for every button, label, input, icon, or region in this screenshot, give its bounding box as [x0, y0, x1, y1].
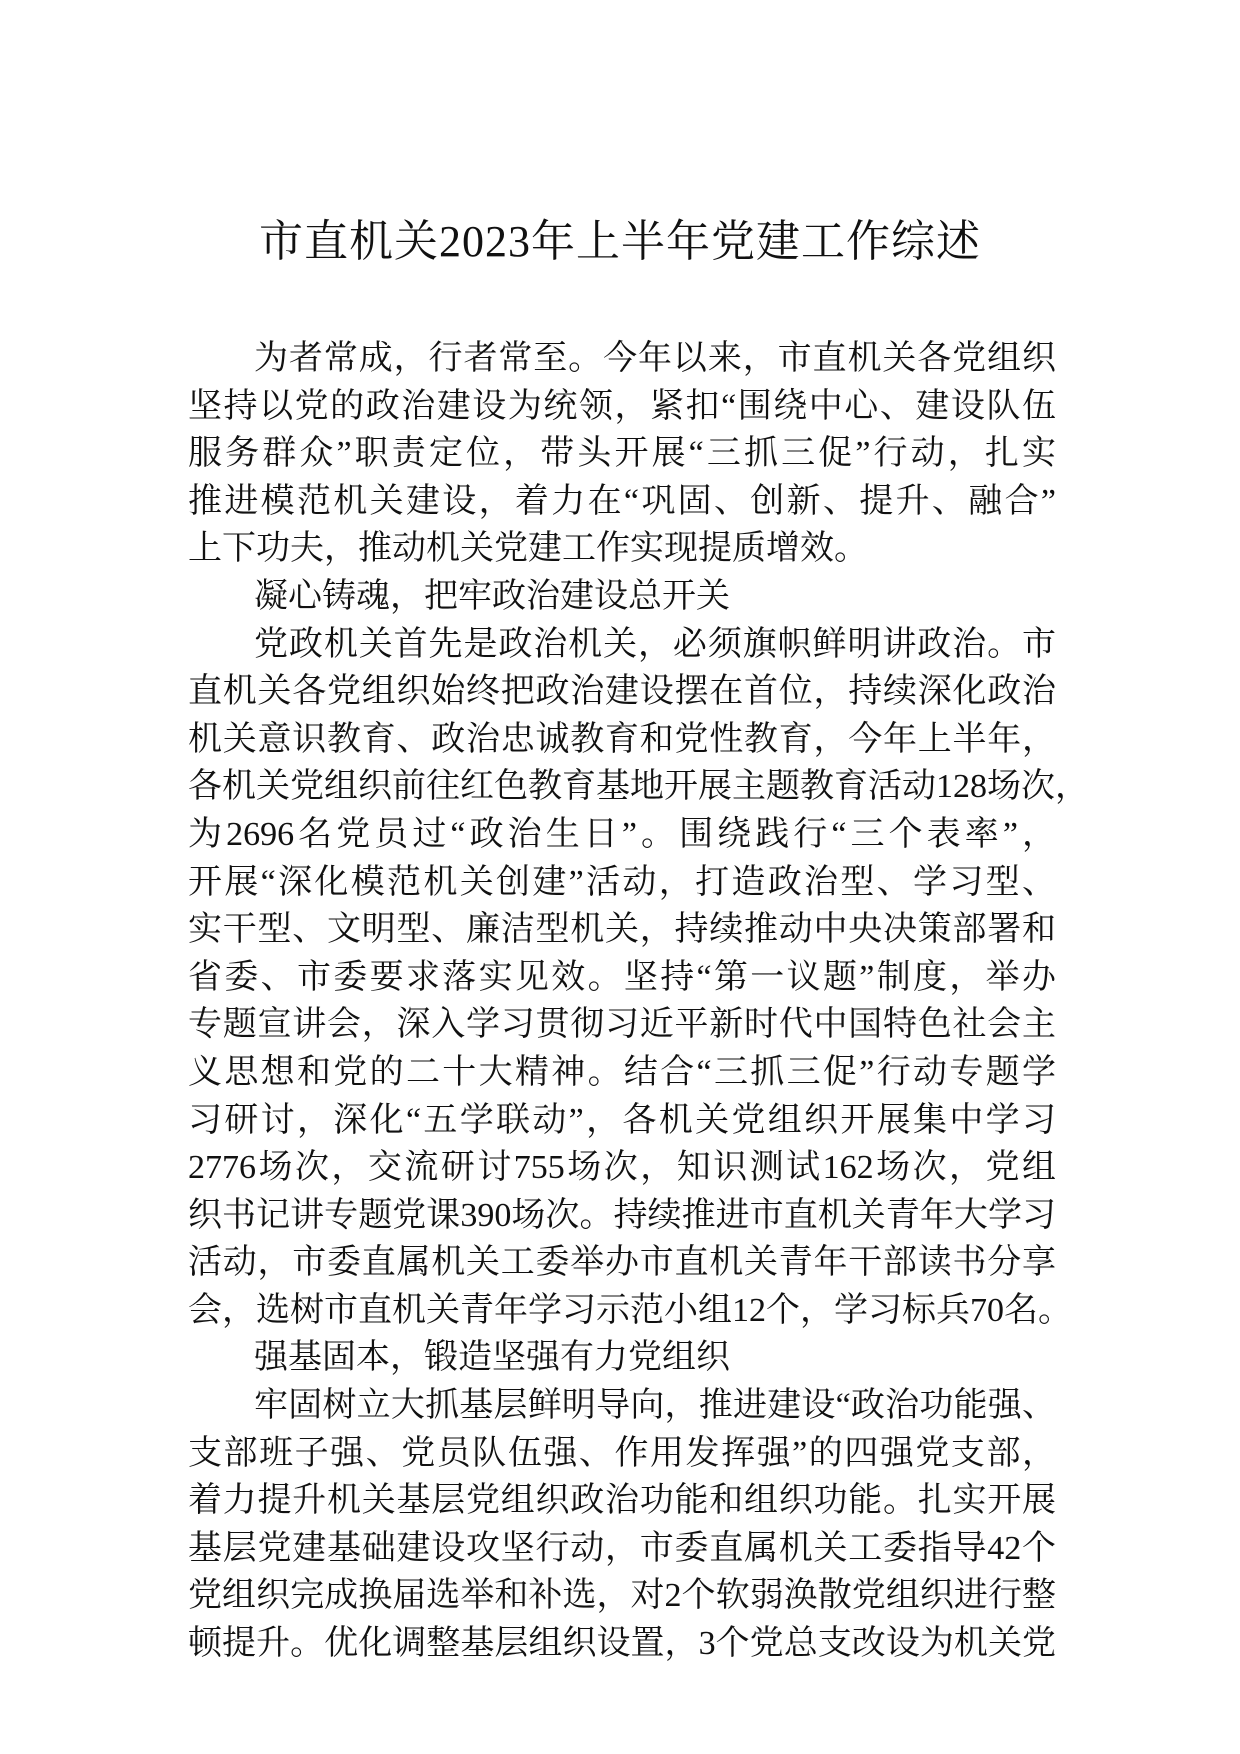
text-line: 顿提升。优化调整基层组织设置，3个党总支改设为机关党	[188, 1625, 1056, 1663]
text-line: 活动，市委直属机关工委举办市直机关青年干部读书分享	[188, 1244, 1056, 1282]
text-line: 义思想和党的二十大精神。结合“三抓三促”行动专题学	[188, 1053, 1056, 1091]
text-line: 为2696名党员过“政治生日”。围绕践行“三个表率”，	[188, 815, 1056, 853]
text-line: 牢固树立大抓基层鲜明导向，推进建设“政治功能强、	[254, 1387, 1056, 1425]
text-line: 党政机关首先是政治机关，必须旗帜鲜明讲政治。市	[254, 625, 1056, 663]
text-line: 直机关各党组织始终把政治建设摆在首位，持续深化政治	[188, 673, 1056, 711]
document-body	[188, 335, 1089, 1668]
section-heading: 强基固本，锻造坚强有力党组织	[254, 1339, 730, 1377]
text-line: 基层党建基础建设攻坚行动，市委直属机关工委指导42个	[188, 1529, 1056, 1567]
text-line: 上下功夫，推动机关党建工作实现提质增效。	[188, 530, 868, 568]
text-line: 支部班子强、党员队伍强、作用发挥强”的四强党支部，	[188, 1434, 1056, 1472]
text-line: 习研讨，深化“五学联动”，各机关党组织开展集中学习	[188, 1101, 1056, 1139]
text-line: 2776场次，交流研讨755场次，知识测试162场次，党组	[188, 1149, 1056, 1187]
text-line: 为者常成，行者常至。今年以来，市直机关各党组织	[254, 340, 1056, 377]
text-line: 会，选树市直机关青年学习示范小组12个，学习标兵70名。	[188, 1291, 1072, 1329]
text-line: 服务群众”职责定位，带头开展“三抓三促”行动，扎实	[188, 435, 1056, 473]
text-line: 坚持以党的政治建设为统领，紧扣“围绕中心、建设队伍	[188, 387, 1056, 425]
text-line: 各机关党组织前往红色教育基地开展主题教育活动128场次，	[188, 768, 1089, 806]
text-line: 推进模范机关建设，着力在“巩固、创新、提升、融合”	[188, 482, 1056, 520]
text-line: 着力提升机关基层党组织政治功能和组织功能。扎实开展	[188, 1482, 1056, 1520]
text-line: 开展“深化模范机关创建”活动，打造政治型、学习型、	[188, 863, 1056, 901]
text-line: 织书记讲专题党课390场次。持续推进市直机关青年大学习	[188, 1196, 1056, 1234]
text-line: 省委、市委要求落实见效。坚持“第一议题”制度，举办	[188, 958, 1056, 996]
text-line: 实干型、文明型、廉洁型机关，持续推动中央决策部署和	[188, 911, 1056, 949]
document-title: 市直机关2023年上半年党建工作综述	[259, 217, 981, 266]
section-heading: 凝心铸魂，把牢政治建设总开关	[254, 577, 730, 615]
text-line: 党组织完成换届选举和补选，对2个软弱涣散党组织进行整	[188, 1577, 1056, 1615]
text-line: 专题宣讲会，深入学习贯彻习近平新时代中国特色社会主	[188, 1006, 1056, 1044]
text-line: 机关意识教育、政治忠诚教育和党性教育，今年上半年，	[188, 720, 1056, 758]
